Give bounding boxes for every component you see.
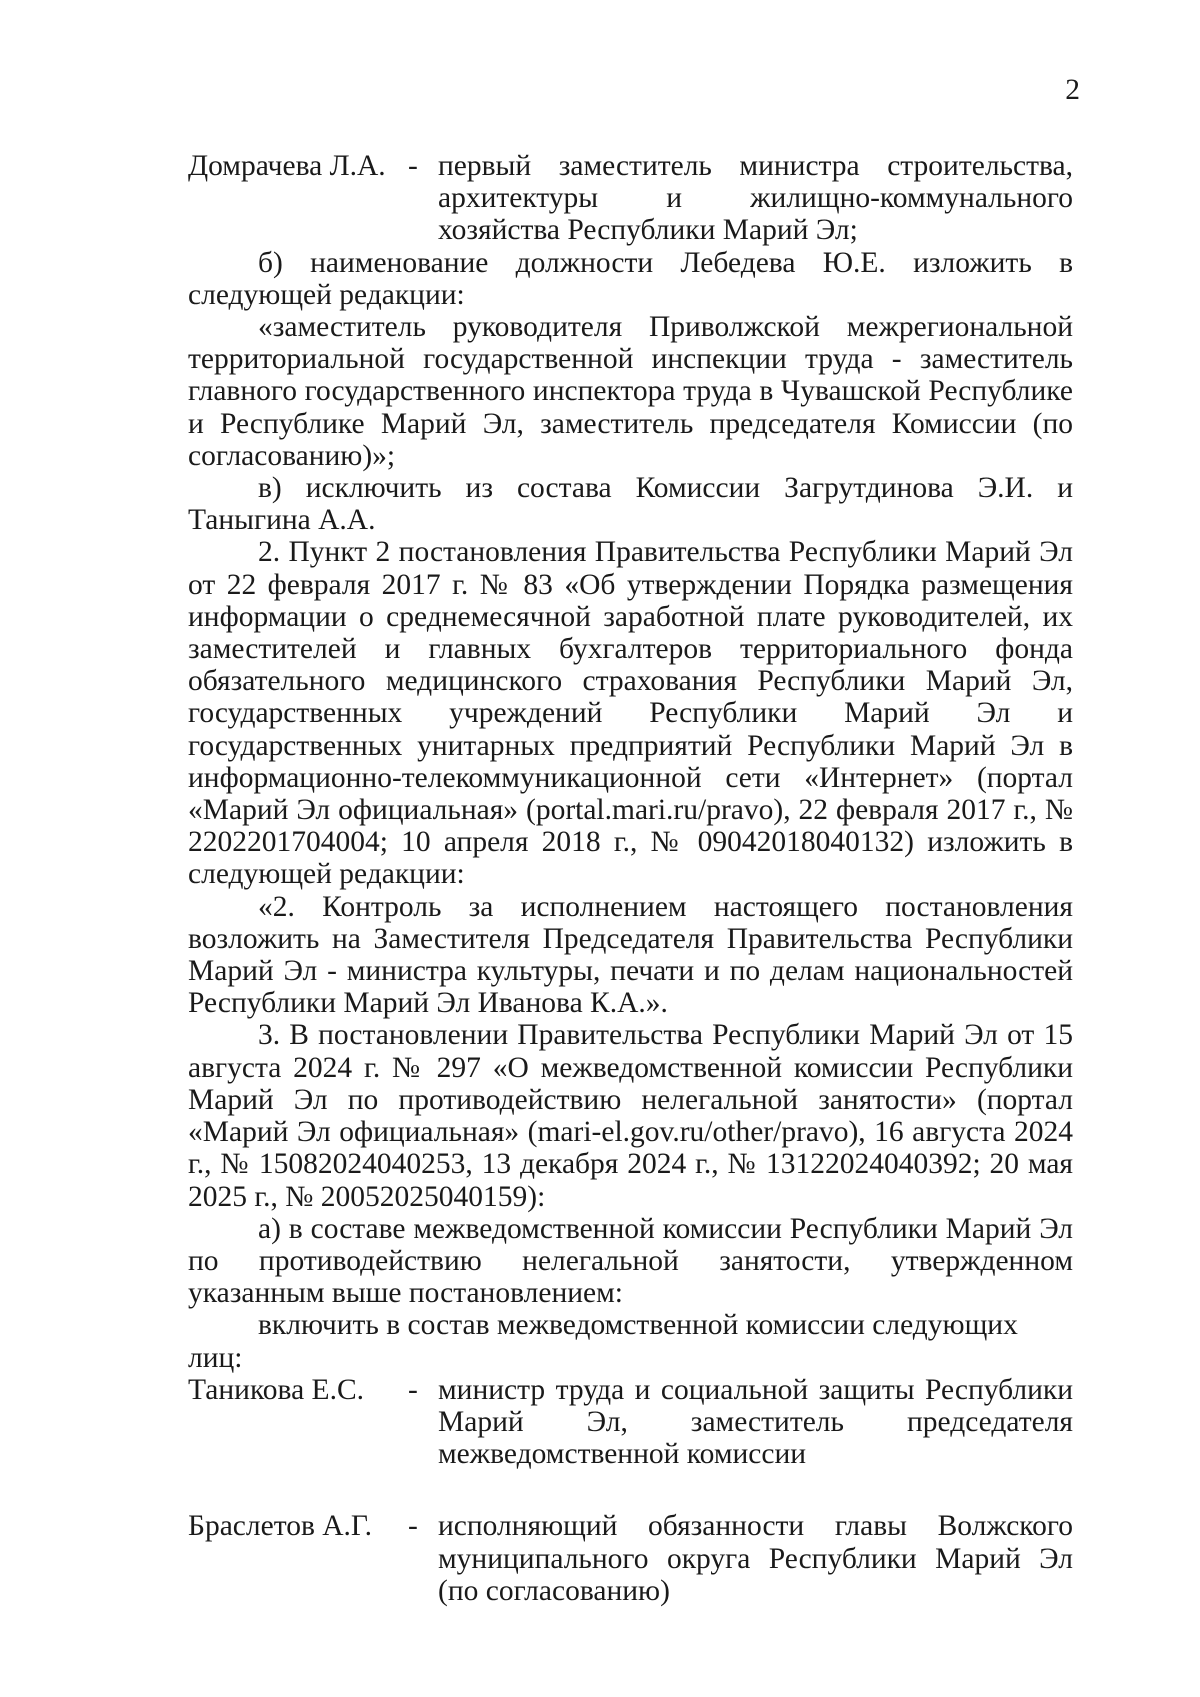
member-entry bbox=[188, 1374, 1073, 1471]
paragraph-3: 3. В постановлении Правительства Республики Марий Эл от 15 августа 2024 г. № 297 «О межведомственной комиссии Республики Марий Эл по противодействию нелегальной занятости» (портал «Марий Эл официальная» (mari-el.gov.ru/other/pravo), 16 августа 2024 г., № 15082024040253, 13 декабря 2024 г., № 13122024040392; 20 мая 2025 г., № 20052025040159): bbox=[188, 1019, 1073, 1213]
paragraph-2: 2. Пункт 2 постановления Правительства Республики Марий Эл от 22 февраля 2017 г. № 83 «Об утверждении Порядка размещения информации о среднемесячной заработной плате руководителей, их заместителей и главных бухгалтеров территориального фонда обязательного медицинского страхования Республики Марий Эл, государственных учреждений Республики Марий Эл и государственных унитарных предприятий Республики Марий Эл в информационно-телекоммуникационной сети «Интернет» (портал «Марий Эл официальная» (portal.mari.ru/pravo), 22 февраля 2017 г., № 2202201704004; 10 апреля 2018 г., № 09042018040132) изложить в следующей редакции: bbox=[188, 536, 1073, 891]
member-role: первый заместитель министра строительства, архитектуры и жилищно-коммунального хозяйства Республики Марий Эл; bbox=[438, 150, 1073, 247]
member-name: Таникова Е.С. bbox=[188, 1373, 364, 1406]
paragraph-quote-lebedev: «заместитель руководителя Приволжской межрегиональной территориальной государственной инспекции труда - заместитель главного государственного инспектора труда в Чувашской Республике и Республике Марий Эл, заместитель председателя Комиссии (по согласованию)»; bbox=[188, 311, 1073, 472]
spacer bbox=[188, 1470, 1073, 1510]
member-name: Браслетов А.Г. bbox=[188, 1510, 373, 1543]
member-dash: - bbox=[408, 1373, 418, 1406]
paragraph-v: в) исключить из состава Комиссии Загрутдинова Э.И. и Таныгина А.А. bbox=[188, 472, 1073, 537]
paragraph-a: а) в составе межведомственной комиссии Республики Марий Эл по противодействию нелегальной занятости, утвержденном указанным выше постановлением: bbox=[188, 1212, 1073, 1310]
member-entry bbox=[188, 150, 1073, 247]
page-number: 2 bbox=[1065, 74, 1080, 106]
paragraph-quote-control: «2. Контроль за исполнением настоящего постановления возложить на Заместителя Председателя Правительства Республики Марий Эл - министра культуры, печати и по делам национальностей Республики Марий Эл Иванова К.А.». bbox=[188, 890, 1073, 1020]
member-entry bbox=[188, 1510, 1073, 1607]
paragraph-include: включить в состав межведомственной комиссии следующих лиц: bbox=[188, 1309, 1018, 1374]
member-role: исполняющий обязанности главы Волжского муниципального округа Республики Марий Эл (по согласованию) bbox=[438, 1510, 1073, 1607]
member-dash: - bbox=[408, 1510, 418, 1543]
paragraph-b: б) наименование должности Лебедева Ю.Е. изложить в следующей редакции: bbox=[188, 246, 1073, 311]
document-body bbox=[188, 150, 1073, 1607]
member-role: министр труда и социальной защиты Республики Марий Эл, заместитель председателя межведомственной комиссии bbox=[438, 1373, 1073, 1471]
member-dash: - bbox=[408, 150, 418, 182]
member-name: Домрачева Л.А. bbox=[188, 150, 386, 182]
